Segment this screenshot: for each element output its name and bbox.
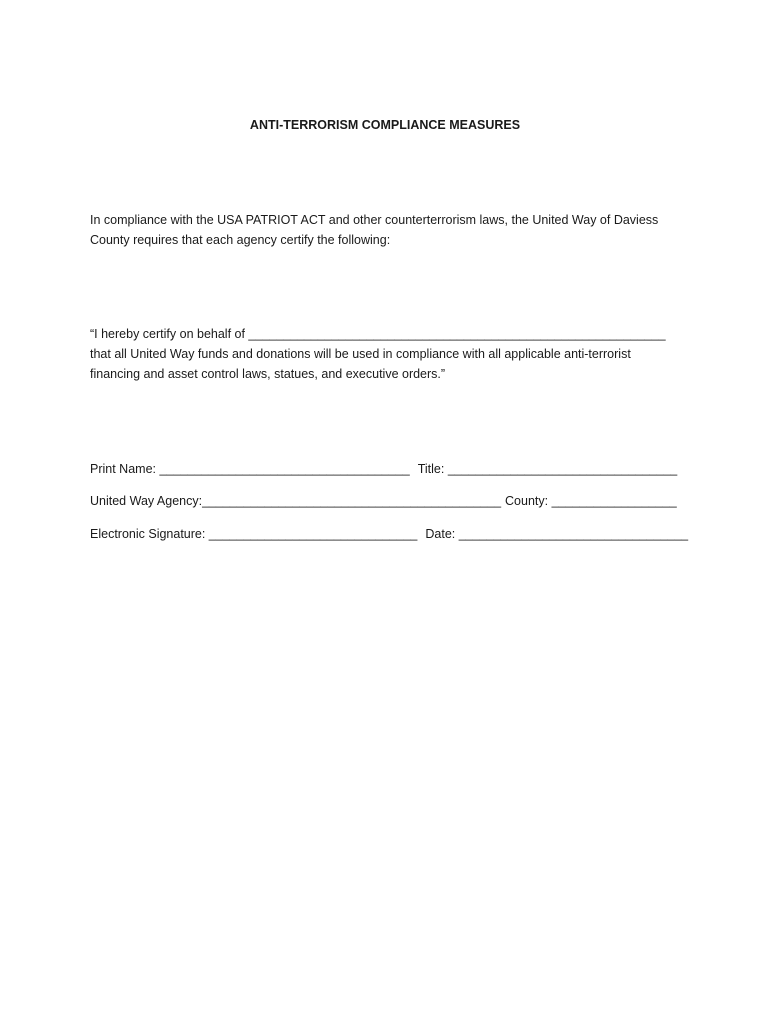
intro-line-2: County requires that each agency certify the following: — [90, 233, 391, 247]
county-field[interactable]: County: __________________ — [505, 494, 677, 508]
certification-line-3: financing and asset control laws, statues, and executive orders.” — [90, 367, 446, 381]
intro-paragraph — [90, 210, 690, 250]
certification-paragraph — [90, 324, 690, 384]
certification-line-2: that all United Way funds and donations will be used in compliance with all applicable anti-terrorist — [90, 347, 631, 361]
date-field[interactable]: Date: _________________________________ — [425, 527, 689, 541]
agency-county-row — [90, 491, 677, 511]
signature-field[interactable]: Electronic Signature: ______________________________ — [90, 527, 418, 541]
document-title: ANTI-TERRORISM COMPLIANCE MEASURES — [249, 118, 521, 132]
intro-line-1: In compliance with the USA PATRIOT ACT and other counterterrorism laws, the United Way of Daviess — [90, 213, 659, 227]
agency-field[interactable]: United Way Agency:___________________________________________ — [90, 494, 502, 508]
certification-line-1: “I hereby certify on behalf of ____________________________________________________________ — [90, 327, 666, 341]
title-field[interactable]: Title: _________________________________ — [417, 462, 678, 476]
name-title-row — [90, 459, 677, 479]
signature-date-row — [90, 524, 688, 544]
print-name-field[interactable]: Print Name: ____________________________________ — [90, 462, 410, 476]
